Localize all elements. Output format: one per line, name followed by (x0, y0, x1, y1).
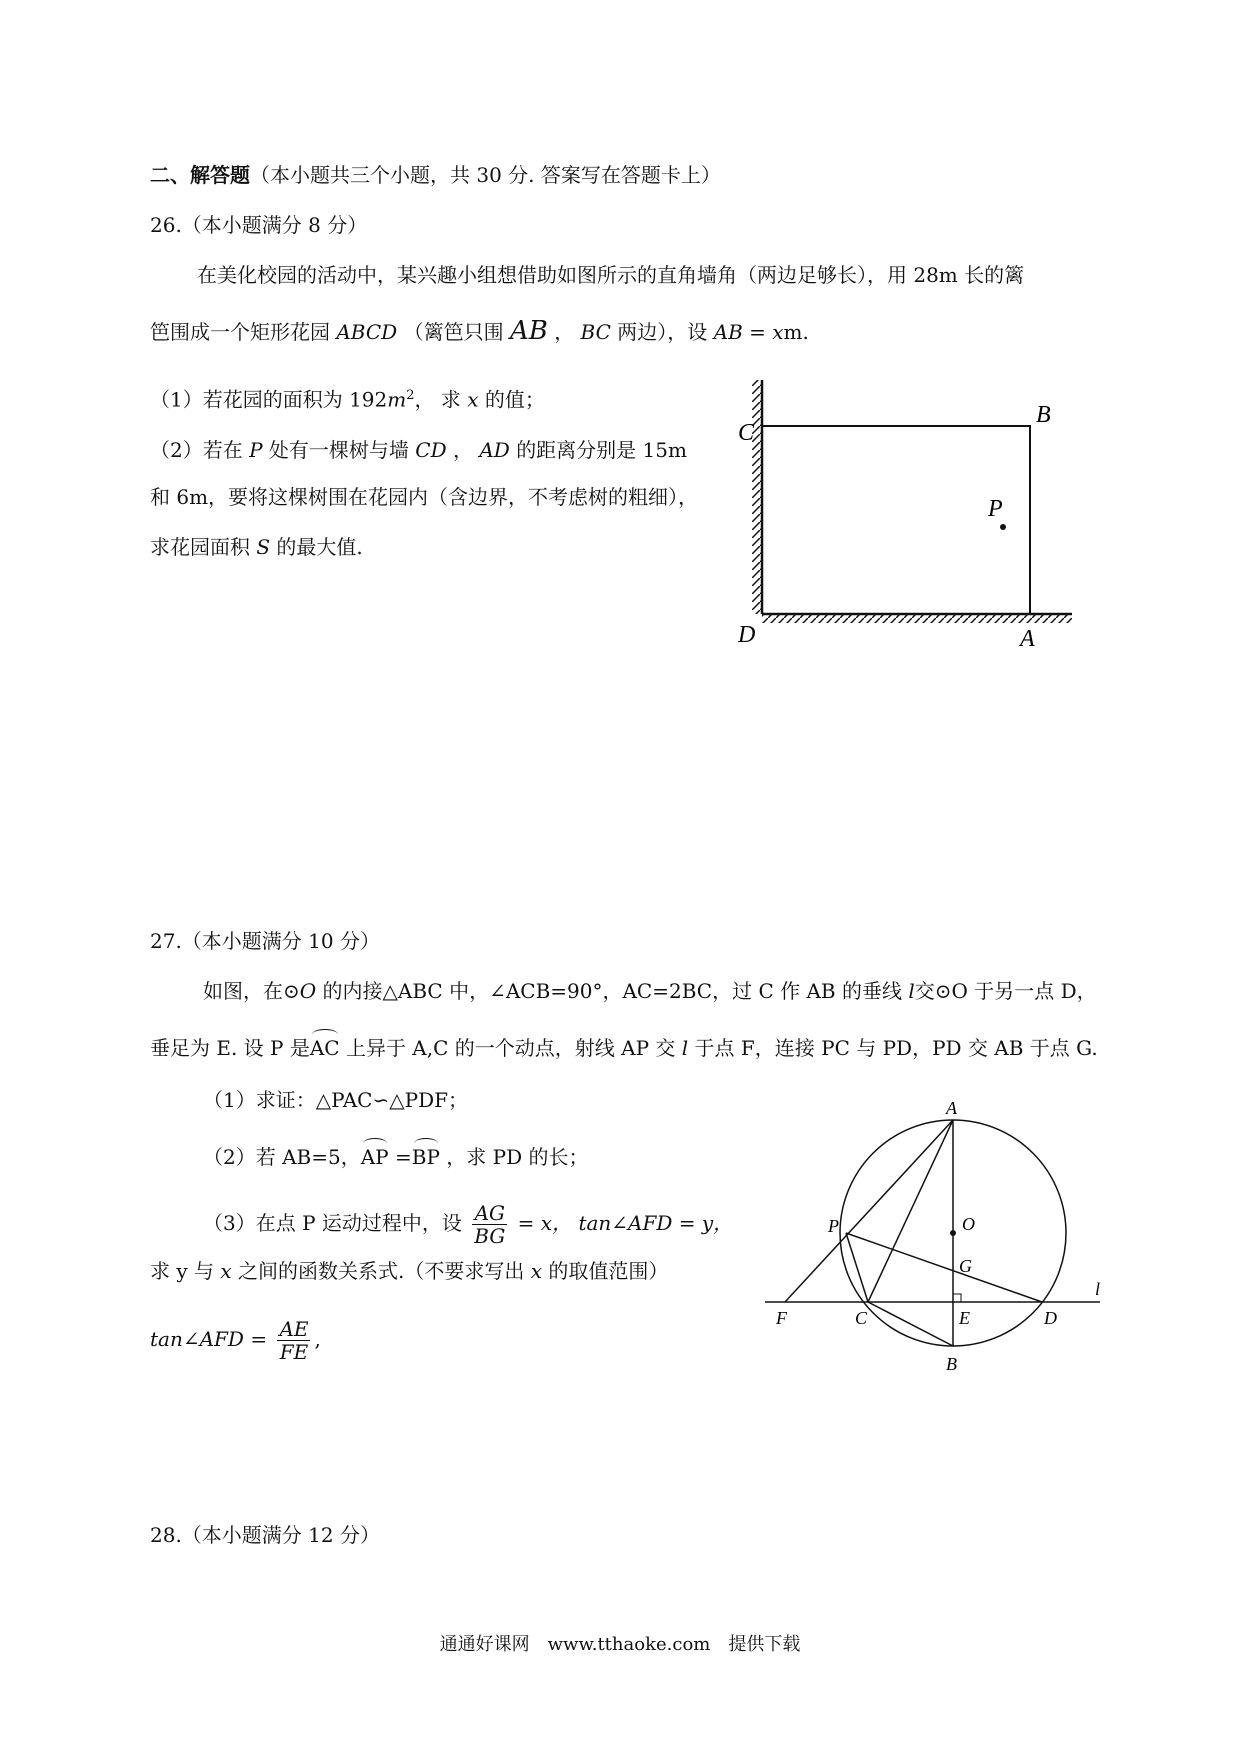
q26-part1: （1）若花园的面积为 $192m^2$， 求 x 的值； (150, 387, 545, 412)
label-f: F (776, 1308, 787, 1328)
fraction-ae-fe: $\frac{AE}{FE}$ (279, 1317, 309, 1364)
label-a: A (946, 1100, 957, 1118)
label-p: P (988, 496, 1003, 522)
fraction-ag-bg: $\frac{AG}{BG}$ (474, 1201, 506, 1248)
label-d: D (1044, 1308, 1057, 1328)
q26-para2: 笆围成一个矩形花园 ABCD （篱笆只围 AB ， BC 两边），设 AB = xm. (150, 316, 809, 346)
q27-part1: （1）求证：△PAC∽△PDF； (203, 1088, 468, 1112)
segment-ac (868, 1120, 953, 1302)
section-note: （本小题共三个小题，共 30 分. 答案写在答题卡上） (250, 163, 721, 187)
section-title: 二、解答题 (150, 163, 250, 187)
q27-part3: （3）在点 P 运动过程中，设 $\frac{AG}{BG}$ = x， tan∠AFD = y， (203, 1201, 734, 1248)
label-e: E (959, 1308, 970, 1328)
label-o: O (962, 1214, 975, 1234)
q27-para1: 如图，在⊙O 的内接△ABC 中，∠ACB=90°，AC=2BC，过 C 作 AB 的垂线 l交⊙O 于另一点 D， (203, 979, 1097, 1003)
q26-part2-line3: 求花园面积 S 的最大值. (150, 535, 363, 559)
q28-number: 28.（本小题满分 12 分） (150, 1523, 380, 1547)
center-dot (950, 1230, 956, 1236)
q27-para2: 垂足为 E. 设 P 是AC 上异于 A,C 的一个动点，射线 AP 交 l 于点 F，连接 PC 与 PD，PD 交 AB 于点 G. (150, 1036, 1098, 1060)
section-header (150, 162, 721, 188)
q27-figure (760, 1100, 1120, 1380)
label-p: P (828, 1216, 839, 1236)
wall-da (762, 614, 1072, 623)
arc-ac: AC (309, 1036, 340, 1060)
q26-para1: 在美化校园的活动中，某兴趣小组想借助如图所示的直角墙角（两边足够长），用 28m 长的篱 (197, 263, 1025, 287)
label-c: C (855, 1308, 868, 1328)
segment-fa (785, 1120, 953, 1302)
q27-extra-formula: tan∠AFD = $\frac{AE}{FE}$ , (150, 1317, 321, 1364)
label-b: B (946, 1354, 957, 1374)
label-a: A (1020, 626, 1035, 652)
segment-pd (846, 1233, 1042, 1302)
label-l: l (1095, 1279, 1101, 1299)
q26-figure (720, 370, 1100, 660)
arc-bp: BP (411, 1145, 440, 1169)
label-d: D (738, 622, 756, 648)
label-g: G (959, 1256, 972, 1276)
q26-part2-line1: （2）若在 P 处有一棵树与墙 CD ， AD 的距离分别是 15m (150, 438, 687, 462)
right-angle-mark (953, 1294, 961, 1302)
wall-cd (752, 380, 762, 614)
q27-number: 27.（本小题满分 10 分） (150, 929, 380, 953)
q26-part2-line2: 和 6m，要将这棵树围在花园内（含边界，不考虑树的粗细）， (150, 485, 699, 509)
tree-point-p (1000, 524, 1006, 530)
label-c: C (738, 420, 755, 446)
segment-cb (868, 1302, 953, 1346)
page-footer: 通通好课网 www.tthaoke.com 提供下载 (439, 1634, 801, 1655)
label-b: B (1036, 402, 1051, 428)
q27-part2: （2）若 AB=5，AP =BP ，求 PD 的长； (203, 1145, 589, 1169)
q27-part3-line2: 求 y 与 x 之间的函数关系式.（不要求写出 x 的取值范围） (150, 1259, 669, 1283)
arc-ap: AP (360, 1145, 389, 1169)
q26-number: 26.（本小题满分 8 分） (150, 213, 368, 237)
